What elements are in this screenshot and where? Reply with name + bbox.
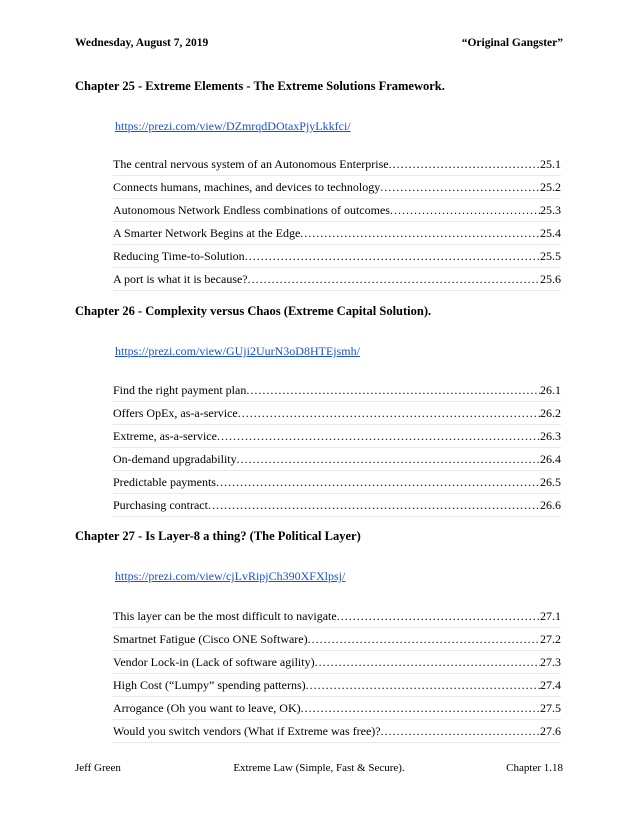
toc-entry	[113, 674, 561, 697]
toc-entry-title: Offers OpEx, as-a-service	[113, 406, 238, 420]
leader-dots	[308, 628, 540, 650]
toc-entry	[113, 628, 561, 651]
footer-book-title: Extreme Law (Simple, Fast & Secure).	[233, 762, 405, 774]
leader-dots	[216, 471, 540, 493]
toc-entry	[113, 402, 561, 425]
toc-entry-page: 27.4	[540, 678, 561, 692]
toc-entry	[113, 199, 561, 222]
toc-entry-page: 25.2	[540, 180, 561, 194]
toc-entry-title: Connects humans, machines, and devices to technology	[113, 180, 381, 194]
toc-entry-title: Purchasing contract	[113, 498, 208, 512]
leader-dots	[300, 222, 540, 244]
leader-dots	[208, 494, 540, 516]
toc-entry-title: Arrogance (Oh you want to leave, OK)	[113, 701, 301, 715]
chapter-26-title: Chapter 26 - Complexity versus Chaos (Extreme Capital Solution).	[75, 304, 432, 318]
leader-dots	[389, 153, 540, 175]
leader-dots	[381, 720, 540, 742]
leader-dots	[380, 176, 540, 198]
toc-entry-page: 27.6	[540, 724, 561, 738]
toc-entry	[113, 471, 561, 494]
leader-dots	[306, 674, 540, 696]
toc-entry-title: High Cost (“Lumpy” spending patterns)	[113, 678, 306, 692]
toc-entry-page: 25.1	[540, 157, 561, 171]
chapter-26-toc	[113, 379, 561, 517]
toc-entry-title: Smartnet Fatigue (Cisco ONE Software)	[113, 632, 308, 646]
toc-entry-page: 25.5	[540, 249, 561, 263]
toc-entry-page: 26.2	[540, 406, 561, 420]
toc-entry-title: Predictable payments	[113, 475, 216, 489]
toc-entry	[113, 651, 561, 674]
leader-dots	[246, 379, 540, 401]
leader-dots	[248, 268, 540, 290]
chapter-27-toc	[113, 605, 561, 743]
leader-dots	[337, 605, 540, 627]
chapter-26-link[interactable]: https://prezi.com/view/GUji2UurN3oD8HTEjsmh/	[115, 344, 360, 358]
toc-entry-page: 25.4	[540, 226, 561, 240]
toc-entry-title: Autonomous Network Endless combinations of outcomes	[113, 203, 390, 217]
toc-entry	[113, 605, 561, 628]
toc-entry-title: Reducing Time-to-Solution	[113, 249, 245, 263]
chapter-27-title: Chapter 27 - Is Layer-8 a thing? (The Political Layer)	[75, 529, 361, 543]
page-footer	[75, 762, 563, 778]
toc-entry-page: 25.6	[540, 272, 561, 286]
toc-entry-title: Extreme, as-a-service	[113, 429, 217, 443]
leader-dots	[237, 448, 540, 470]
toc-entry	[113, 720, 561, 743]
toc-entry	[113, 222, 561, 245]
leader-dots	[315, 651, 540, 673]
toc-entry-page: 26.4	[540, 452, 561, 466]
toc-entry-page: 27.5	[540, 701, 561, 715]
toc-entry	[113, 697, 561, 720]
header-date: Wednesday, August 7, 2019	[75, 37, 209, 49]
toc-entry-title: The central nervous system of an Autonomous Enterprise	[113, 157, 389, 171]
toc-entry-title: Would you switch vendors (What if Extreme was free)?	[113, 724, 381, 738]
footer-author: Jeff Green	[75, 762, 121, 774]
toc-entry-title: This layer can be the most difficult to navigate	[113, 609, 337, 623]
toc-entry-page: 26.5	[540, 475, 561, 489]
toc-entry	[113, 448, 561, 471]
page-header	[75, 37, 563, 53]
toc-entry-title: A Smarter Network Begins at the Edge	[113, 226, 301, 240]
toc-entry	[113, 425, 561, 448]
toc-entry-title: A port is what it is because?	[113, 272, 248, 286]
toc-entry	[113, 379, 561, 402]
toc-entry-page: 27.1	[540, 609, 561, 623]
chapter-25-toc	[113, 153, 561, 291]
leader-dots	[390, 199, 540, 221]
toc-entry-page: 27.2	[540, 632, 561, 646]
chapter-25-link[interactable]: https://prezi.com/view/DZmrqdDOtaxPjyLkkfci/	[115, 119, 351, 133]
toc-entry	[113, 153, 561, 176]
toc-entry-title: On-demand upgradability	[113, 452, 237, 466]
header-title: “Original Gangster”	[461, 37, 563, 49]
leader-dots	[301, 697, 540, 719]
toc-entry	[113, 245, 561, 268]
toc-entry-page: 26.1	[540, 383, 561, 397]
toc-entry	[113, 494, 561, 517]
toc-entry-page: 26.6	[540, 498, 561, 512]
toc-entry-title: Find the right payment plan	[113, 383, 247, 397]
footer-chapter: Chapter 1.18	[506, 762, 563, 774]
toc-entry	[113, 268, 561, 291]
chapter-27-link[interactable]: https://prezi.com/view/cjLvRipjCh390XFXlpsj/	[115, 569, 346, 583]
toc-entry-page: 26.3	[540, 429, 561, 443]
toc-entry-page: 25.3	[540, 203, 561, 217]
toc-entry-title: Vendor Lock-in (Lack of software agility)	[113, 655, 315, 669]
leader-dots	[238, 402, 540, 424]
leader-dots	[217, 425, 540, 447]
chapter-25-title: Chapter 25 - Extreme Elements - The Extreme Solutions Framework.	[75, 79, 445, 93]
toc-entry-page: 27.3	[540, 655, 561, 669]
toc-entry	[113, 176, 561, 199]
leader-dots	[245, 245, 540, 267]
